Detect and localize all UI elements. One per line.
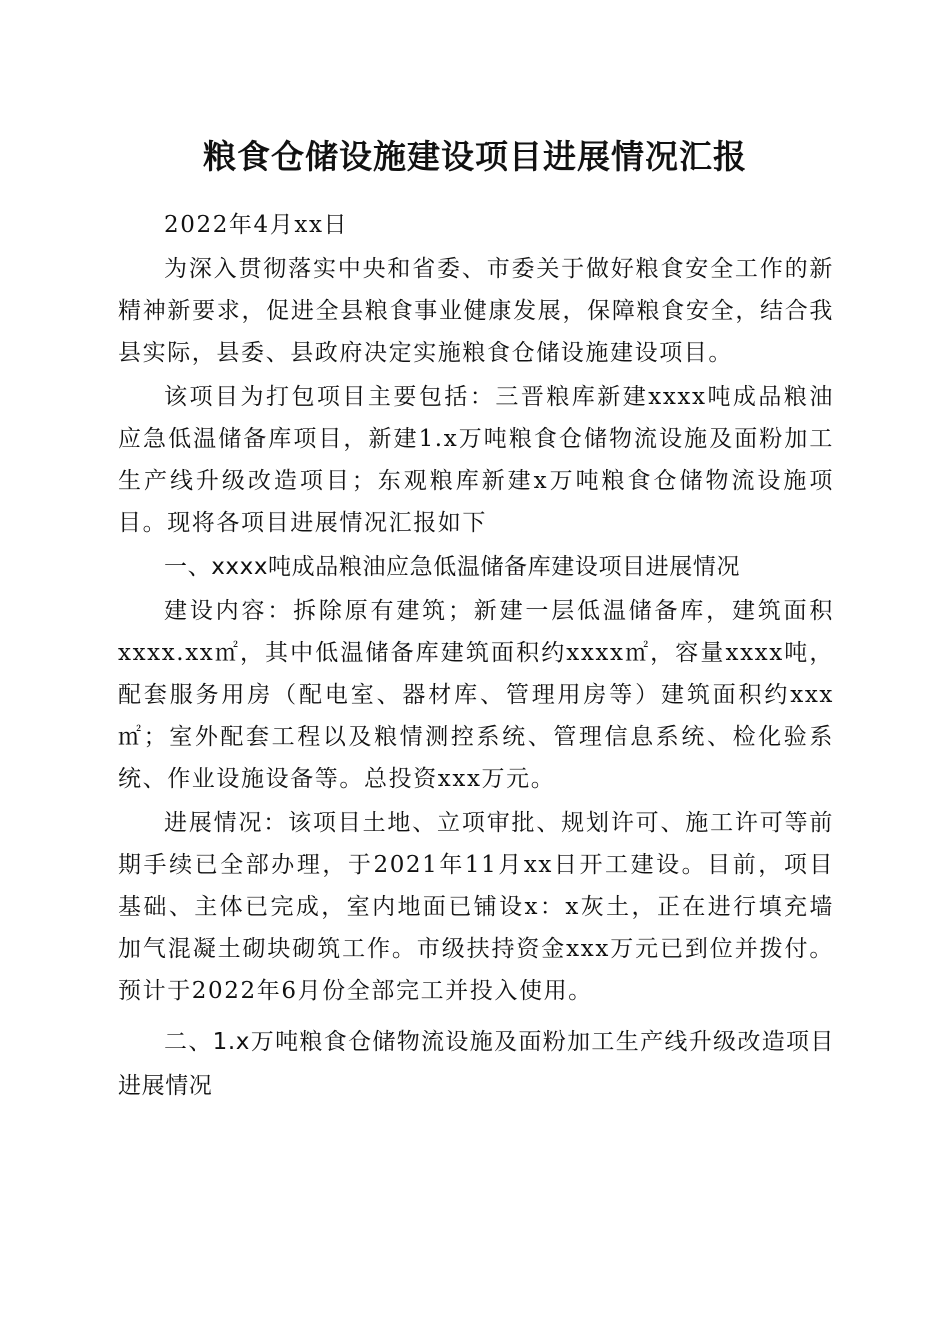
- document-title: 粮食仓储设施建设项目进展情况汇报: [203, 137, 747, 176]
- document-body: [118, 204, 834, 1108]
- report-date: 2022年4月xx日: [164, 212, 349, 238]
- section-2-heading: 二、1.x万吨粮食仓储物流设施及面粉加工生产线升级改造项目进展情况: [118, 1029, 834, 1099]
- scope-paragraph: 该项目为打包项目主要包括：三晋粮库新建xxxx吨成品粮油应急低温储备库项目，新建1.x万吨粮食仓储物流设施及面粉加工生产线升级改造项目；东观粮库新建x万吨粮食仓储物流设施项目。现将各项目进展情况汇报如下: [118, 384, 834, 536]
- intro-paragraph: 为深入贯彻落实中央和省委、市委关于做好粮食安全工作的新精神新要求，促进全县粮食事业健康发展，保障粮食安全，结合我县实际，县委、县政府决定实施粮食仓储设施建设项目。: [118, 256, 834, 366]
- section-1-content: 建设内容：拆除原有建筑；新建一层低温储备库，建筑面积xxxx.xx㎡，其中低温储备库建筑面积约xxxx㎡，容量xxxx吨，配套服务用房（配电室、器材库、管理用房等）建筑面积约xxx㎡；室外配套工程以及粮情测控系统、管理信息系统、检化验系统、作业设施设备等。总投资xxx万元。: [118, 598, 834, 792]
- section-1-progress: 进展情况：该项目土地、立项审批、规划许可、施工许可等前期手续已全部办理，于2021年11月xx日开工建设。目前，项目基础、主体已完成，室内地面已铺设x：x灰土，正在进行填充墙加气混凝土砌块砌筑工作。市级扶持资金xxx万元已到位并拨付。预计于2022年6月份全部完工并投入使用。: [118, 810, 834, 1004]
- section-1-heading: 一、xxxx吨成品粮油应急低温储备库建设项目进展情况: [164, 554, 741, 580]
